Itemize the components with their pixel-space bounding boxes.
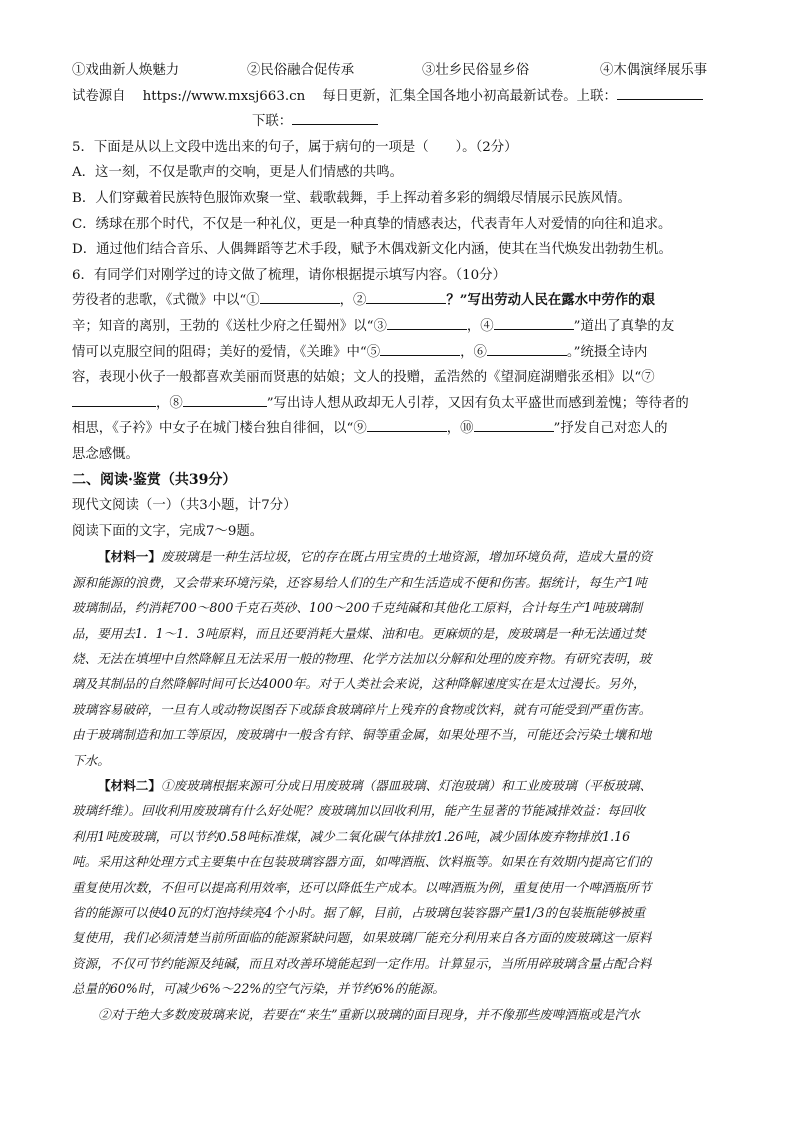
upper-couplet-blank[interactable] — [617, 85, 703, 100]
q6-blank-7[interactable] — [72, 392, 156, 407]
q6-blank-6[interactable] — [487, 341, 567, 356]
material-2-line: 重复使用次数，不但可以提高利用效率，还可以降低生产成本。以啤酒瓶为例，重复使用一个啤酒瓶所节 — [72, 879, 652, 895]
q6-text: 情可以克服空间的阻碍；美好的爱情，《关雎》中“⑤ — [72, 344, 381, 360]
q6-text: 相思，《子衿》中女子在城门楼台独自徘徊，以“⑨ — [72, 421, 367, 437]
lower-couplet-line — [72, 109, 722, 135]
source-url[interactable]: https://www.mxsj663.cn — [142, 88, 306, 104]
material-2-text: ①废玻璃根据来源可分成日用废玻璃（器皿玻璃、灯泡玻璃）和工业废玻璃（平板玻璃、 — [160, 777, 653, 793]
q4-options — [72, 58, 722, 84]
q6-text: 劳役者的悲歌，《式微》中以“① — [72, 293, 260, 309]
q6-line-5 — [72, 391, 722, 417]
material-1-line: 玻璃容易破碎，一旦有人或动物误图吞下或舔食玻璃碎片上残弃的食物或饮料，就有可能受到严重伤害。 — [72, 701, 652, 717]
q4-option-4: ④木偶演绎展乐事 — [600, 63, 708, 78]
q6-line-3 — [72, 340, 722, 366]
q6-blank-5[interactable] — [380, 341, 460, 356]
material-2-line: 资源，不仅可节约能源及纯碱，而且对改善环境能起到一定作用。计算显示，当所用碎玻璃含量占配合料 — [72, 955, 652, 971]
q6-stem: 6．有同学们对刚学过的诗文做了梳理，请你根据提示填写内容。（10分） — [72, 267, 506, 283]
q6-blank-2[interactable] — [366, 289, 446, 304]
q6-blank-9[interactable] — [367, 417, 447, 432]
material-2-line: 总量的60%时，可减少6%～22%的空气污染，并节约6%的能源。 — [72, 981, 446, 997]
material-2-line: 吨。采用这种处理方式主要集中在包装玻璃容器方面，如啤酒瓶、饮料瓶等。如果在有效期内提高它们的 — [72, 854, 652, 870]
material-1-line: 下水。 — [72, 752, 110, 768]
q6-text: ，② — [339, 293, 367, 309]
source-line — [72, 84, 722, 110]
q6-blank-8[interactable] — [183, 392, 267, 407]
q5-option-a[interactable]: A．这一刻，不仅是歌声的交响，更是人们情感的共鸣。 — [72, 165, 404, 181]
material-1-line: 品，要用去1．1～1．3吨原料，而且还要消耗大量煤、油和电。更麻烦的是，废玻璃是一种无法通过焚 — [72, 625, 646, 641]
q4-option-3: ③壮乡民俗显乡俗 — [422, 63, 530, 78]
q6-text: ，⑩ — [446, 421, 474, 437]
material-2-line: 省的能源可以使40瓦的灯泡持续亮4个小时。据了解，目前，占玻璃包装容器产量1/3的包装瓶能够被重 — [72, 904, 646, 920]
q6-line-4: 容，表现小伙子一般都喜欢美丽而贤惠的姑娘；文人的投赠，孟浩然的《望洞庭湖赠张丞相》以“⑦ — [72, 370, 655, 386]
material-2-line: 玻璃纤维）。回收利用废玻璃有什么好处呢？废玻璃加以回收利用，能产生显著的节能减排效益：每回收 — [72, 803, 646, 819]
q6-text: 辛；知音的离别，王勃的《送杜少府之任蜀州》以“③ — [72, 318, 387, 334]
q6-text: ？”写出劳动人民在露水中劳作的艰 — [446, 292, 655, 309]
q6-text: ”道出了真挚的友 — [573, 318, 675, 334]
source-prefix: 试卷源自 — [72, 88, 126, 104]
q6-blank-1[interactable] — [260, 289, 340, 304]
q5-option-c[interactable]: C．绣球在那个时代，不仅是一种礼仪，更是一种真挚的情感表达，代表青年人对爱情的向往和追求。 — [72, 216, 672, 232]
q5-option-b[interactable]: B．人们穿戴着民族特色服饰欢聚一堂、载歌载舞，手上挥动着多彩的绸缎尽情展示民族风情。 — [72, 190, 631, 206]
material-2-line: 利用1吨废玻璃，可以节约0.58吨标准煤，减少二氧化碳气体排放1.26吨，减少固体废弃物排放1.16 — [72, 828, 631, 844]
q6-text: ”抒发自己对恋人的 — [553, 421, 668, 437]
q6-line-6 — [72, 416, 722, 442]
section-instruction: 阅读下面的文字，完成7～9题。 — [72, 523, 264, 539]
q4-option-2: ②民俗融合促传承 — [247, 63, 355, 78]
exam-page — [72, 58, 722, 1027]
source-text: 每日更新，汇集全国各地小初高最新试卷。上联： — [322, 88, 617, 104]
q6-text: ”写出诗人想从政却无人引荐，又因有负太平盛世而感到羞愧；等待者的 — [266, 395, 689, 411]
q6-line-2 — [72, 314, 722, 340]
material-1-line: 烧、无法在填埋中自然降解且无法采用一般的物理、化学方法加以分解和处理的废弃物。有研究表明，玻 — [72, 650, 652, 666]
material-1-line-1 — [72, 544, 722, 569]
material-1-line: 玻璃制品，约消耗700～800千克石英砂、100～200千克纯碱和其他化工原料，合计每生产1吨玻璃制 — [72, 600, 643, 616]
lower-couplet-label: 下联： — [252, 114, 293, 130]
material-1-line: 璃及其制品的自然降解时间可长达4000年。对于人类社会来说，这种降解速度实在是太过漫长。另外， — [72, 676, 646, 692]
q6-blank-4[interactable] — [494, 315, 574, 330]
material-1-line: 源和能源的浪费，又会带来环境污染，还容易给人们的生产和生活造成不便和伤害。据统计，每生产1吨 — [72, 574, 647, 590]
q6-line-1 — [72, 288, 722, 314]
material-1-label: 【材料一】 — [98, 549, 161, 565]
q6-line-7: 思念感慨。 — [72, 446, 139, 462]
section-subtitle: 现代文阅读（一）（共3小题，计7分） — [72, 498, 297, 514]
section-title: 二、阅读·鉴赏（共39分） — [72, 471, 237, 488]
q6-text: ，④ — [466, 318, 494, 334]
lower-couplet-blank[interactable] — [292, 110, 378, 125]
material-2-label: 【材料二】 — [98, 777, 161, 793]
q6-text: ，⑥ — [460, 344, 487, 360]
q4-option-1: ①戏曲新人焕魅力 — [72, 63, 180, 78]
material-2-line: 复使用，我们必须清楚当前所面临的能源紧缺问题，如果玻璃厂能充分利用来自各方面的废玻璃这一原料 — [72, 930, 652, 946]
q6-blank-10[interactable] — [474, 417, 554, 432]
q5-stem: 5．下面是从以上文段中选出来的句子，属于病句的一项是（ ）。（2分） — [72, 139, 518, 155]
material-1-line: 由于玻璃制造和加工等原因，废玻璃中一般含有锌、铜等重金属，如果处理不当，可能还会污染土壤和地 — [72, 727, 652, 743]
q6-blank-3[interactable] — [387, 315, 467, 330]
material-1-text: 废玻璃是一种生活垃圾，它的存在既占用宝贵的土地资源，增加环境负荷，造成大量的资 — [160, 549, 653, 565]
q6-text: 。”统摄全诗内 — [566, 344, 648, 360]
material-2-para-2: ②对于绝大多数废玻璃来说，若要在“来生”重新以玻璃的面目现身，并不像那些废啤酒瓶或是汽水 — [98, 1006, 640, 1022]
material-2-line-1 — [72, 773, 722, 798]
q6-text: ，⑧ — [156, 395, 183, 411]
q5-option-d[interactable]: D．通过他们结合音乐、人偶舞蹈等艺术手段，赋予木偶戏新文化内涵，使其在当代焕发出勃勃生机。 — [72, 242, 672, 258]
